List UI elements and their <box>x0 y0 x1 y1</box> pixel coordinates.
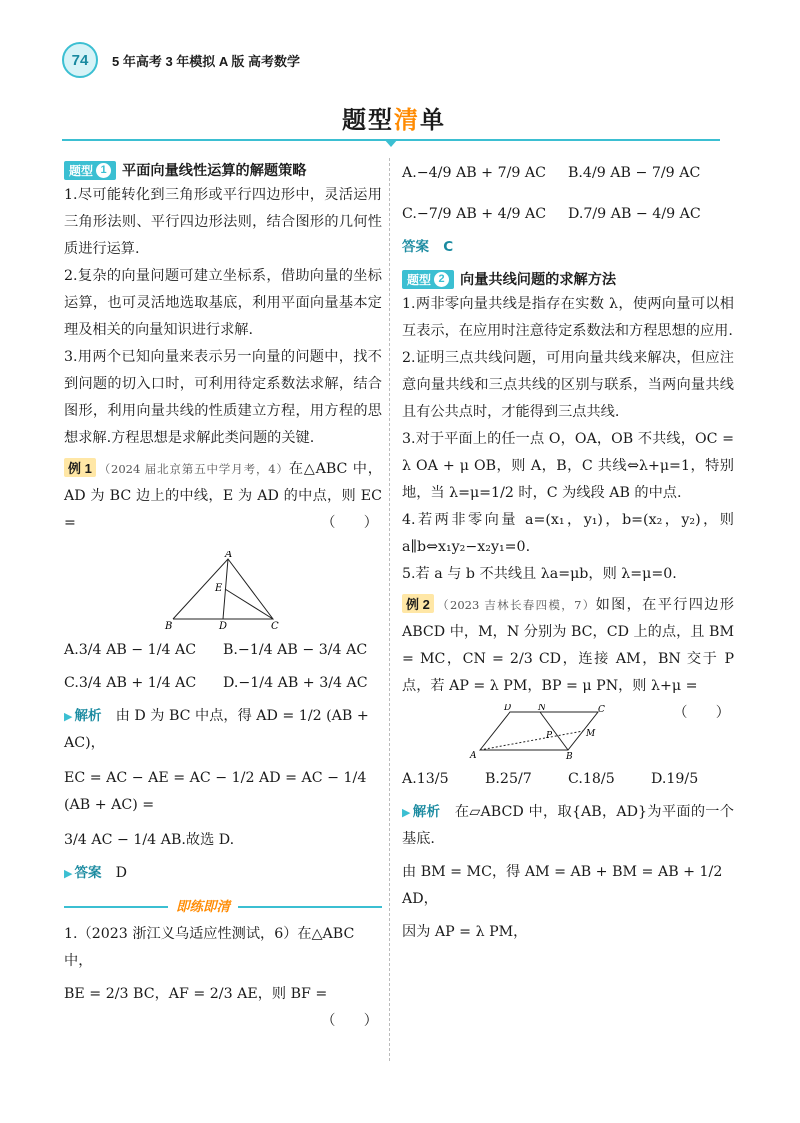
option-b: B.−1/4 AB − 3/4 AC <box>223 642 368 658</box>
section2-heading: 题型 2 向量共线问题的求解方法 <box>402 269 734 289</box>
arrow-icon: ▶ <box>64 867 73 880</box>
section1-point: 2.复杂的向量问题可建立坐标系，借助向量的坐标运算，也可灵活地选取基底，利用平面向量基本定理及相关的向量知识进行求解. <box>64 268 382 338</box>
right-column <box>402 156 734 946</box>
example1-options <box>64 637 382 697</box>
practice-q1: 1.（2023 浙江义乌适应性测试，6）在△ABC 中， BE = 2/3 BC，AF = 2/3 AE，则 BF = （ ） <box>64 926 378 1029</box>
section2-point: 3.对于平面上的任一点 O，OA，OB 不共线，OC = λ OA + μ OB，则 A，B，C 共线⇔λ+μ=1，特别地，当 λ=μ=1/2 时，C 为线段 AB 的中点. <box>402 431 734 501</box>
left-column <box>64 156 382 1035</box>
arrow-icon: ▶ <box>402 806 411 819</box>
example2 <box>402 592 734 721</box>
option-b: B.25/7 <box>485 771 532 787</box>
fig-label-B: B <box>565 752 573 760</box>
fig-label-D: D <box>219 621 228 631</box>
practice-heading: 即练即清 <box>64 895 382 915</box>
fig-label-E: E <box>215 583 223 594</box>
answer-paren: （ ） <box>321 515 378 531</box>
example-source: （2024 届北京第五中学月考，4） <box>97 462 289 476</box>
practice-options <box>402 160 734 228</box>
example1-answer: D <box>115 865 128 881</box>
title-notch-icon <box>384 139 398 147</box>
option-d: D.7/9 AB − 4/9 AC <box>568 206 701 222</box>
section2-point: 5.若 a 与 b 不共线且 λa=μb，则 λ=μ=0. <box>402 566 677 582</box>
option-c: C.3/4 AB + 1/4 AC <box>64 675 197 691</box>
fig-label-D: D <box>503 704 511 713</box>
section1-point: 3.用两个已知向量来表示另一向量的问题中，找不到问题的切入口时，可利用待定系数法求解，结合图形，利用向量共线的性质建立方程，用方程的思想求解.方程思想是求解此类问题的关键. <box>64 349 382 446</box>
option-a: A.−4/9 AB + 7/9 AC <box>402 165 547 181</box>
option-c: C.−7/9 AB + 4/9 AC <box>402 206 547 222</box>
example-stem: 在△ABC 中，AD 为 BC 边上的中线，E 为 AD 的中点，则 EC = <box>64 461 382 531</box>
fig-label-A: A <box>469 751 477 760</box>
example-source: （2023 吉林长春四模，7） <box>435 598 596 612</box>
option-d: D.19/5 <box>651 771 699 787</box>
section-tag: 题型 1 <box>64 161 116 180</box>
example2-analysis: ▶ 解析 在▱ABCD 中，取{AB，AD}为平面的一个基底. 由 BM = MC，得 AM = AB + BM = AB + 1/2 AD， 因为 AP = λ PM， <box>402 804 734 940</box>
book-title: 5 年高考 3 年模拟 A 版 高考数学 <box>112 54 301 69</box>
page-title-banner <box>62 96 720 152</box>
triangle-figure <box>163 551 283 631</box>
example1-analysis: ▶ 解析 由 D 为 BC 中点，得 AD = 1/2 (AB + AC)， EC = AC − AE = AC − 1/2 AD = AC − 1/4 (AB + AC) = 3/4 AC − 1/4 AB.故选 D. ▶ 答案 D <box>64 708 369 881</box>
page-number: 74 <box>62 42 98 78</box>
option-a: A.13/5 <box>402 771 449 787</box>
fig-label-C: C <box>271 621 279 631</box>
example2-options <box>402 766 734 793</box>
answer-paren: （ ） <box>673 705 730 721</box>
arrow-icon: ▶ <box>64 710 73 723</box>
section-tag: 题型 2 <box>402 270 454 289</box>
example1 <box>64 456 382 537</box>
page-title: 题型清单 <box>342 106 446 134</box>
fig-label-M: M <box>585 729 595 739</box>
fig-label-N: N <box>537 704 546 713</box>
example-tag: 例 2 <box>402 594 434 613</box>
option-a: A.3/4 AB − 1/4 AC <box>64 642 197 658</box>
fig-label-C: C <box>597 705 605 715</box>
fig-label-A: A <box>225 551 233 560</box>
option-d: D.−1/4 AB + 3/4 AC <box>223 675 368 691</box>
practice-answer: 答案 C <box>402 239 454 255</box>
parallelogram-figure <box>468 704 608 760</box>
section1-point: 1.尽可能转化到三角形或平行四边形中，灵活运用三角形法则、平行四边形法则，结合图形的几何性质进行运算. <box>64 187 382 257</box>
section2-point: 4.若两非零向量 a=(x₁，y₁)，b=(x₂，y₂)，则 a∥b⇔x₁y₂−x₂y₁=0. <box>402 512 734 555</box>
fig-label-P: P <box>545 731 552 741</box>
option-b: B.4/9 AB − 7/9 AC <box>568 165 701 181</box>
example-tag: 例 1 <box>64 458 96 477</box>
section1-heading: 题型 1 平面向量线性运算的解题策略 <box>64 160 382 180</box>
column-divider <box>389 158 390 1061</box>
section2-point: 1.两非零向量共线是指存在实数 λ，使两向量可以相互表示，在应用时注意待定系数法和方程思想的应用. <box>402 296 734 339</box>
example-stem: 如图，在平行四边形 ABCD 中，M，N 分别为 BC，CD 上的点，且 BM = MC，CN = 2/3 CD，连接 AM，BN 交于 P 点，若 AP = λ PM，BP = μ PN，则 λ+μ = <box>402 597 734 694</box>
option-c: C.18/5 <box>568 771 615 787</box>
section2-point: 2.证明三点共线问题，可用向量共线来解决，但应注意向量共线和三点共线的区别与联系，当两向量共线且有公共点时，才能得到三点共线. <box>402 350 734 420</box>
page-header <box>62 42 762 78</box>
fig-label-B: B <box>165 621 173 631</box>
